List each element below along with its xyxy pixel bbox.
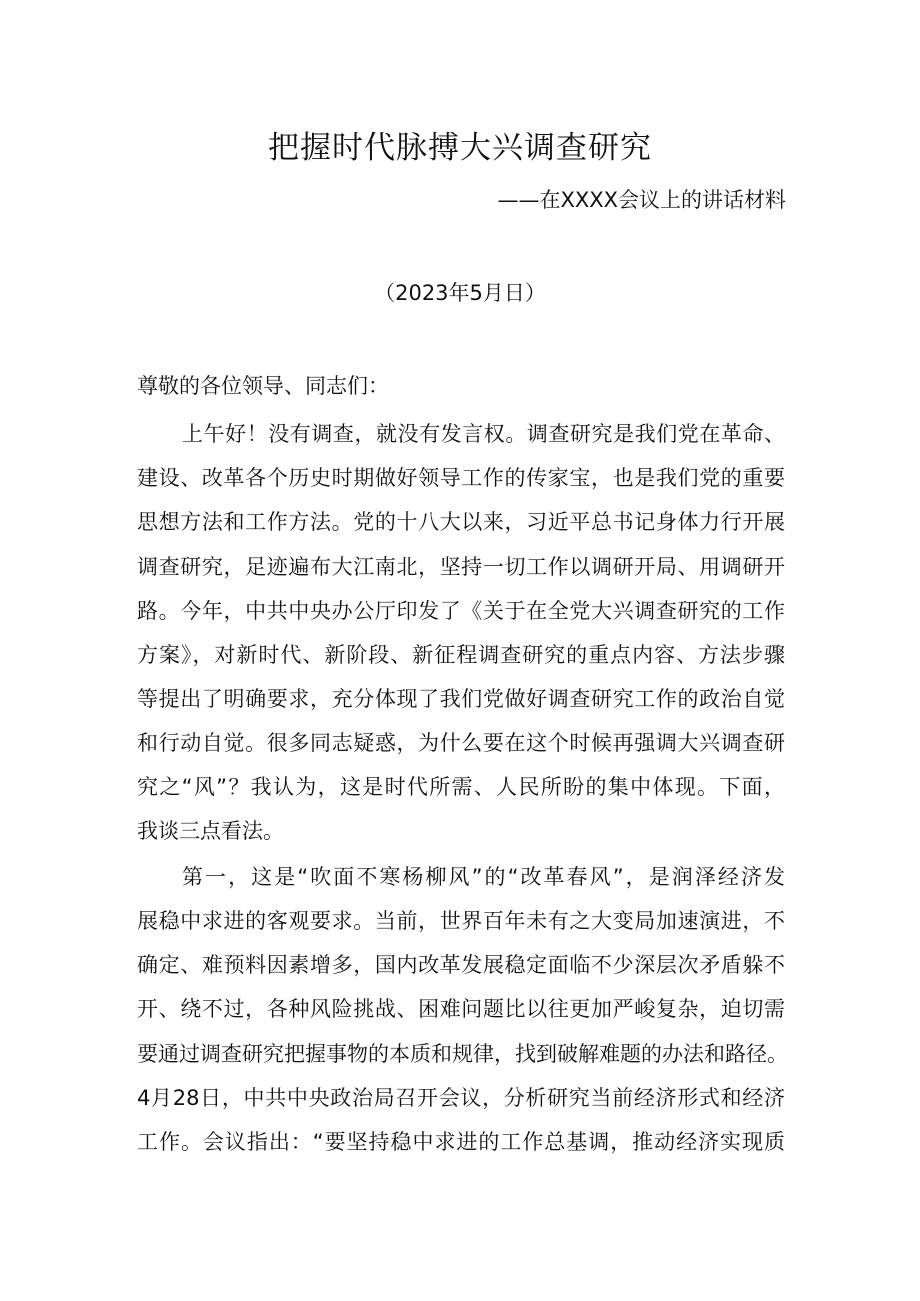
body-line: 4月28日，中共中央政治局召开会议，分析研究当前经济形式和经济	[137, 1086, 785, 1110]
body-line: 上午好！没有调查，就没有发言权。调查研究是我们党在革命、	[182, 422, 785, 446]
document-subtitle: ——在XXXX会议上的讲话材料	[497, 188, 786, 212]
body-line: 和行动自觉。很多同志疑惑，为什么要在这个时候再强调大兴调查研	[137, 731, 785, 755]
body-line: 路。今年，中共中央办公厅印发了《关于在全党大兴调查研究的工作	[137, 599, 785, 623]
body-line: 究之“风”？我认为，这是时代所需、人民所盼的集中体现。下面，	[137, 775, 785, 799]
body-line: 我谈三点看法。	[137, 819, 284, 843]
body-line: 要通过调查研究把握事物的本质和规律，找到破解难题的办法和路径。	[137, 1042, 788, 1066]
body-line: 工作。会议指出：“要坚持稳中求进的工作总基调，推动经济实现质	[137, 1130, 785, 1154]
body-line: 确定、难预料因素增多，国内改革发展稳定面临不少深层次矛盾躲不	[137, 953, 785, 977]
salutation: 尊敬的各位领导、同志们：	[137, 374, 389, 398]
body-line: 调查研究，足迹遍布大江南北，坚持一切工作以调研开局、用调研开	[137, 555, 785, 579]
body-line: 第一，这是“吹面不寒杨柳风”的“改革春风”，是润泽经济发	[182, 865, 785, 889]
document-date: （2023年5月日）	[374, 281, 546, 305]
body-line: 方案》，对新时代、新阶段、新征程调查研究的重点内容、方法步骤	[137, 643, 785, 667]
body-line: 开、绕不过，各种风险挑战、困难问题比以往更加严峻复杂，迫切需	[137, 997, 785, 1021]
body-line: 思想方法和工作方法。党的十八大以来，习近平总书记身体力行开展	[137, 510, 785, 534]
body-line: 建设、改革各个历史时期做好领导工作的传家宝，也是我们党的重要	[137, 466, 785, 490]
body-line: 展稳中求进的客观要求。当前，世界百年未有之大变局加速演进，不	[137, 909, 785, 933]
body-line: 等提出了明确要求，充分体现了我们党做好调查研究工作的政治自觉	[137, 687, 785, 711]
document-title: 把握时代脉搏大兴调查研究	[268, 130, 652, 166]
